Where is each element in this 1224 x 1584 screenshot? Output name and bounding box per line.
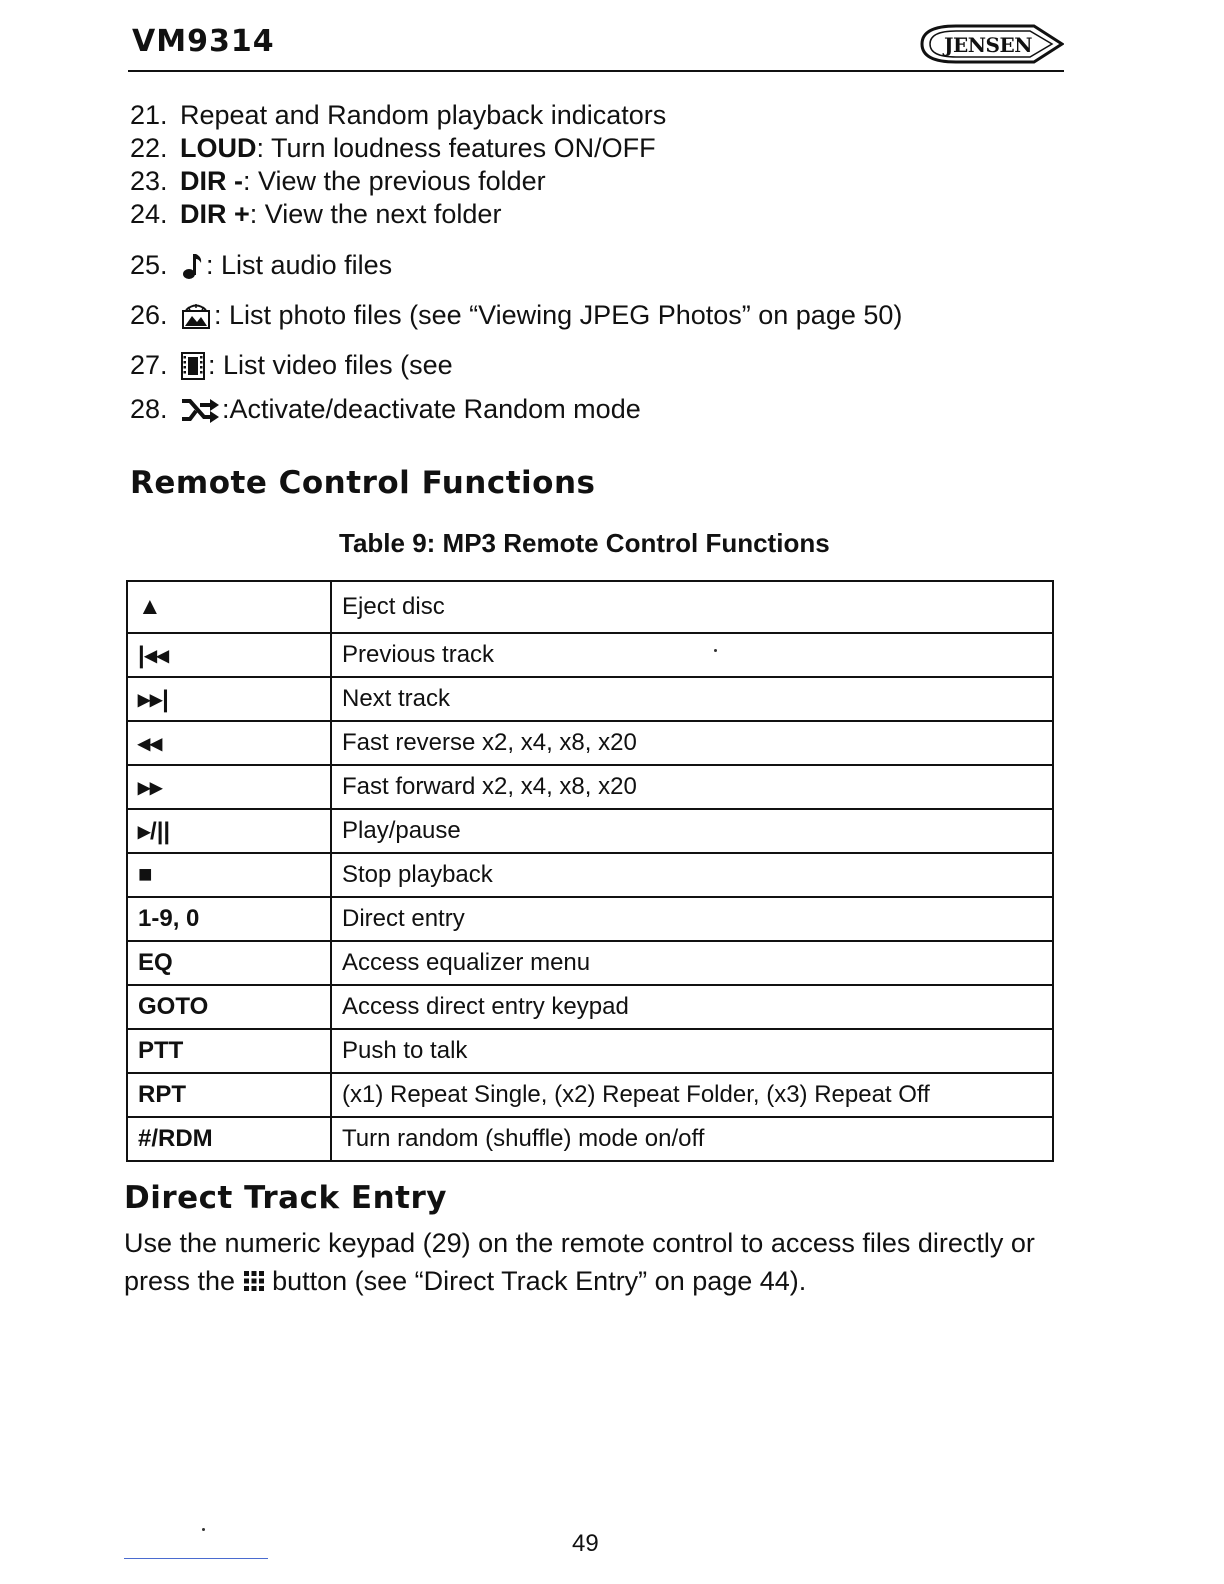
header-divider — [128, 70, 1064, 72]
table-row — [127, 633, 1053, 677]
page-header-model: VM9314 — [132, 24, 275, 59]
table-cell-function: Push to talk — [331, 1029, 1053, 1073]
jensen-logo — [916, 22, 1064, 66]
film-icon — [180, 351, 206, 381]
table-cell-function: Stop playback — [331, 853, 1053, 897]
scan-speck — [714, 649, 717, 652]
table-row — [127, 765, 1053, 809]
fast-reverse-icon: ◂◂ — [127, 721, 331, 765]
table-cell-key: EQ — [127, 941, 331, 985]
table-row — [127, 897, 1053, 941]
table-cell-function: (x1) Repeat Single, (x2) Repeat Folder, (x3) Repeat Off — [331, 1073, 1053, 1117]
table-cell-function: Eject disc — [331, 581, 1053, 633]
previous-track-icon: |◂◂ — [127, 633, 331, 677]
fast-forward-icon: ▸▸ — [127, 765, 331, 809]
page-number: 49 — [572, 1530, 599, 1557]
play-pause-icon: ▸/|| — [127, 809, 331, 853]
table-cell-function: Previous track — [331, 633, 1053, 677]
list-item: 24. DIR + : View the next folder — [130, 199, 502, 229]
table-caption: Table 9: MP3 Remote Control Functions — [339, 528, 830, 558]
list-item: 27. : List video files (see — [130, 350, 453, 380]
list-item: 28. :Activate/deactivate Random mode — [130, 394, 641, 424]
table-cell-function: Access direct entry keypad — [331, 985, 1053, 1029]
table-row — [127, 1117, 1053, 1161]
footer-divider — [124, 1558, 268, 1559]
music-note-icon — [180, 251, 204, 281]
table-cell-function: Fast reverse x2, x4, x8, x20 — [331, 721, 1053, 765]
table-row — [127, 581, 1053, 633]
eject-icon: ▲ — [127, 581, 331, 633]
table-cell-key: RPT — [127, 1073, 331, 1117]
table-cell-function: Access equalizer menu — [331, 941, 1053, 985]
table-row — [127, 1073, 1053, 1117]
table-cell-function: Turn random (shuffle) mode on/off — [331, 1117, 1053, 1161]
scan-speck — [202, 1528, 205, 1531]
remote-functions-table — [126, 580, 1054, 1162]
table-row — [127, 721, 1053, 765]
list-item: 25. : List audio files — [130, 250, 393, 280]
next-track-icon: ▸▸| — [127, 677, 331, 721]
table-row — [127, 809, 1053, 853]
table-cell-function: Fast forward x2, x4, x8, x20 — [331, 765, 1053, 809]
table-row — [127, 1029, 1053, 1073]
table-row — [127, 677, 1053, 721]
table-row — [127, 941, 1053, 985]
shuffle-icon — [180, 397, 220, 423]
photo-icon — [180, 302, 212, 330]
list-item: 26. : List photo files (see “Viewing JPEG Photos” on page 50) — [130, 300, 903, 330]
table-cell-function: Play/pause — [331, 809, 1053, 853]
table-cell-key: #/RDM — [127, 1117, 331, 1161]
list-item: 23. DIR - : View the previous folder — [130, 166, 546, 196]
table-cell-key: GOTO — [127, 985, 331, 1029]
direct-track-heading: Direct Track Entry — [124, 1180, 447, 1216]
remote-section-heading: Remote Control Functions — [130, 465, 596, 501]
table-cell-function: Next track — [331, 677, 1053, 721]
list-item: 21. Repeat and Random playback indicators — [130, 100, 667, 130]
table-cell-key: PTT — [127, 1029, 331, 1073]
table-row — [127, 853, 1053, 897]
stop-icon: ■ — [127, 853, 331, 897]
table-cell-function: Direct entry — [331, 897, 1053, 941]
list-item: 22. LOUD : Turn loudness features ON/OFF — [130, 133, 656, 163]
keypad-icon — [243, 1270, 265, 1292]
table-cell-key: 1-9, 0 — [127, 897, 331, 941]
direct-track-paragraph: Use the numeric keypad (29) on the remote control to access files directly or press the button (see “Direct Track Entry” on page 44). — [124, 1228, 1035, 1296]
table-row — [127, 985, 1053, 1029]
svg-text:JENSEN: JENSEN — [944, 33, 1032, 57]
